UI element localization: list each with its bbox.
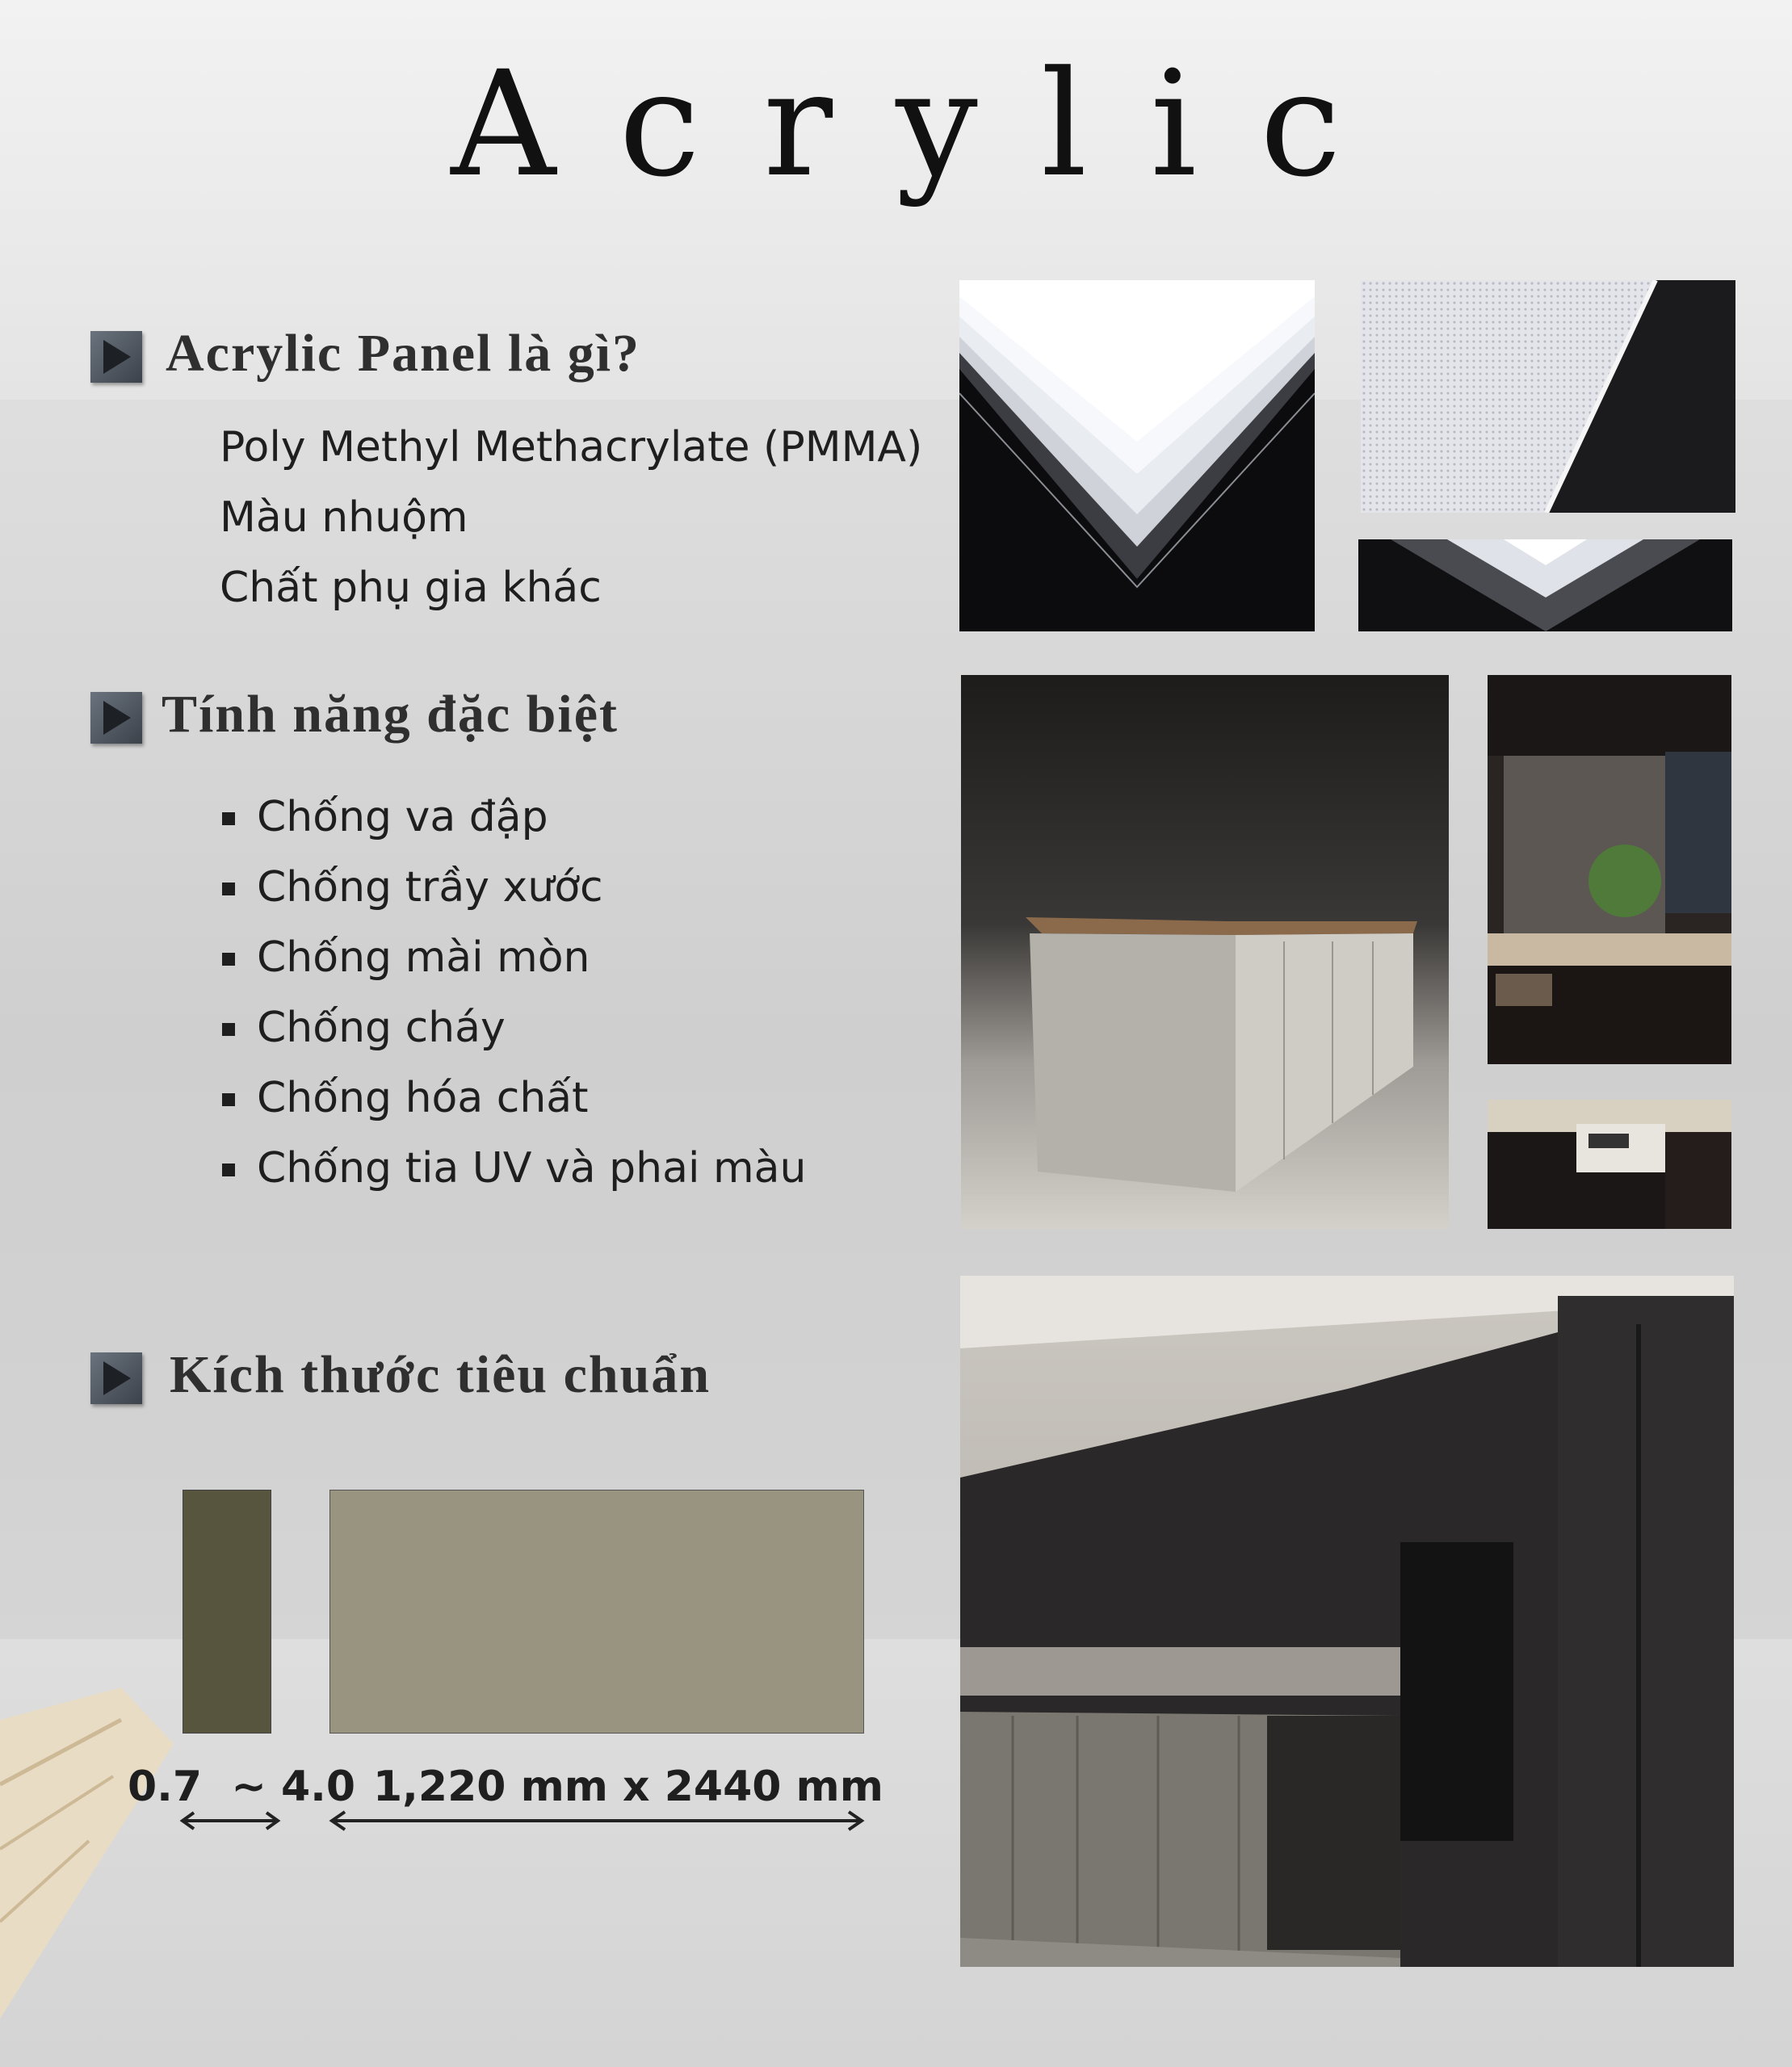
panel-size-label: 1,220 mm x 2440 mm: [373, 1763, 883, 1811]
feature-item: Chống trầy xước: [257, 863, 603, 912]
page-title: Acrylic: [451, 40, 1404, 209]
acrylic-sheet-strip-photo: [1358, 539, 1732, 631]
square-bullet-icon: [222, 1093, 235, 1106]
double-arrow-icon: [327, 1809, 867, 1833]
square-bullet-icon: [222, 812, 235, 825]
what-line-1: Poly Methyl Methacrylate (PMMA): [220, 423, 923, 472]
thickness-swatch: [183, 1490, 271, 1734]
textured-sheet-photo: [1361, 280, 1735, 513]
feature-item: Chống tia UV và phai màu: [257, 1144, 807, 1193]
play-triangle-icon: [90, 1352, 142, 1404]
section-heading-sizes: Kích thước tiêu chuẩn: [170, 1345, 711, 1404]
feature-item: Chống mài mòn: [257, 933, 590, 982]
dark-kitchen-photo: [960, 1276, 1734, 1967]
what-line-2: Màu nhuộm: [220, 493, 468, 542]
kitchen-island-photo: [961, 675, 1449, 1229]
feature-item: Chống cháy: [257, 1004, 506, 1052]
square-bullet-icon: [222, 883, 235, 895]
acrylic-sheets-photo: [959, 280, 1315, 631]
square-bullet-icon: [222, 953, 235, 966]
wood-corner-decoration: [0, 1688, 194, 2067]
section-heading-features: Tính năng đặc biệt: [162, 685, 619, 744]
double-arrow-icon: [178, 1809, 283, 1833]
kitchen-interior-photo: [1488, 675, 1731, 1064]
oven-detail-photo: [1488, 1100, 1731, 1229]
play-triangle-icon: [90, 692, 142, 744]
section-heading-what: Acrylic Panel là gì?: [166, 324, 641, 383]
feature-item: Chống hóa chất: [257, 1074, 589, 1122]
thickness-label: 0.7 ~ 4.0: [128, 1763, 356, 1811]
panel-size-swatch: [329, 1490, 864, 1734]
what-line-3: Chất phụ gia khác: [220, 564, 602, 612]
feature-item: Chống va đập: [257, 793, 548, 841]
square-bullet-icon: [222, 1163, 235, 1176]
play-triangle-icon: [90, 331, 142, 383]
square-bullet-icon: [222, 1023, 235, 1036]
